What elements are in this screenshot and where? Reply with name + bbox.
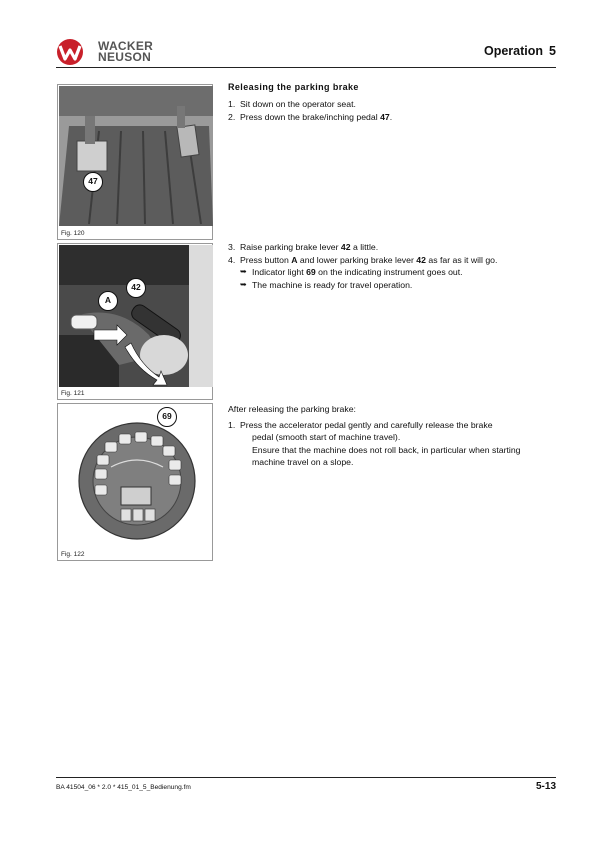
step-text-line: machine travel on a slope. [252,457,354,467]
figure-120 [57,84,213,240]
step-text: and lower parking brake lever [297,254,417,265]
result-text: on the indicating instrument goes out. [315,267,463,277]
logo-line-2: NEUSON [98,50,152,64]
step-item [228,419,558,469]
step-text: a little. [350,242,379,252]
ref-number: 47 [380,111,390,122]
step-text: . [389,111,393,122]
figure-122 [57,403,213,561]
step-item [228,241,558,254]
header-rule [56,67,556,68]
step-number: 4. [228,254,236,265]
step-text: Press button [240,254,292,265]
callout-42: 42 [126,278,146,298]
parking-brake-lever-photo [59,245,213,387]
chapter-header [478,44,556,58]
step-number: 1. [228,419,236,430]
step-text: as far as it will go. [425,254,498,265]
result-arrow-icon: ➥ [240,279,247,289]
chapter-number: 5 [549,44,556,58]
figure-caption: Fig. 120 [61,230,85,237]
document-reference: BA 41504_06 * 2.0 * 415_01_5_Bedienung.fm [56,784,191,791]
page-number: 5-13 [535,781,556,792]
wacker-neuson-w-icon [55,37,87,67]
wacker-neuson-logo [55,37,175,67]
figure-121 [57,243,213,400]
step-text: Raise parking brake lever [240,242,341,252]
step-item [228,98,558,111]
callout-69: 69 [157,407,177,427]
step-text: Press down the brake/inching pedal [240,111,381,122]
ref-letter: A [291,254,298,265]
step-number: 2. [228,111,236,122]
steps-section-1 [228,98,558,123]
step-text-line: pedal (smooth start of machine travel). [252,432,401,442]
logo-wordmark [98,41,153,63]
step-item [228,111,558,124]
figure-caption: Fig. 121 [61,390,85,397]
step-item [228,254,558,267]
result-text: Indicator light [252,267,307,277]
steps-section-2 [228,241,558,291]
ref-number: 42 [340,242,351,252]
steps-section-3 [228,403,558,469]
step-text: Sit down on the operator seat. [240,99,356,109]
section-heading: Releasing the parking brake [228,82,359,92]
step-number: 1. [228,99,236,109]
brake-pedal-photo [59,86,213,226]
ref-number: 69 [306,267,316,277]
step-text-line: Ensure that the machine does not roll back, in particular when starting [252,444,521,455]
callout-47: 47 [83,172,103,192]
result-item [228,266,558,279]
ref-number: 42 [416,254,426,265]
step-number: 3. [228,242,236,252]
result-arrow-icon: ➥ [240,267,247,276]
result-text: The machine is ready for travel operation. [252,279,413,290]
footer-rule [56,777,556,778]
step-text-line: Press the accelerator pedal gently and carefully release the brake [240,419,493,430]
chapter-title: Operation [484,44,544,58]
callout-A: A [98,291,118,311]
result-item [228,279,558,292]
section-intro: After releasing the parking brake: [228,404,356,414]
logo-line-1: WACKER [98,39,154,53]
indicating-instrument-drawing [59,405,213,547]
figure-caption: Fig. 122 [61,551,85,558]
